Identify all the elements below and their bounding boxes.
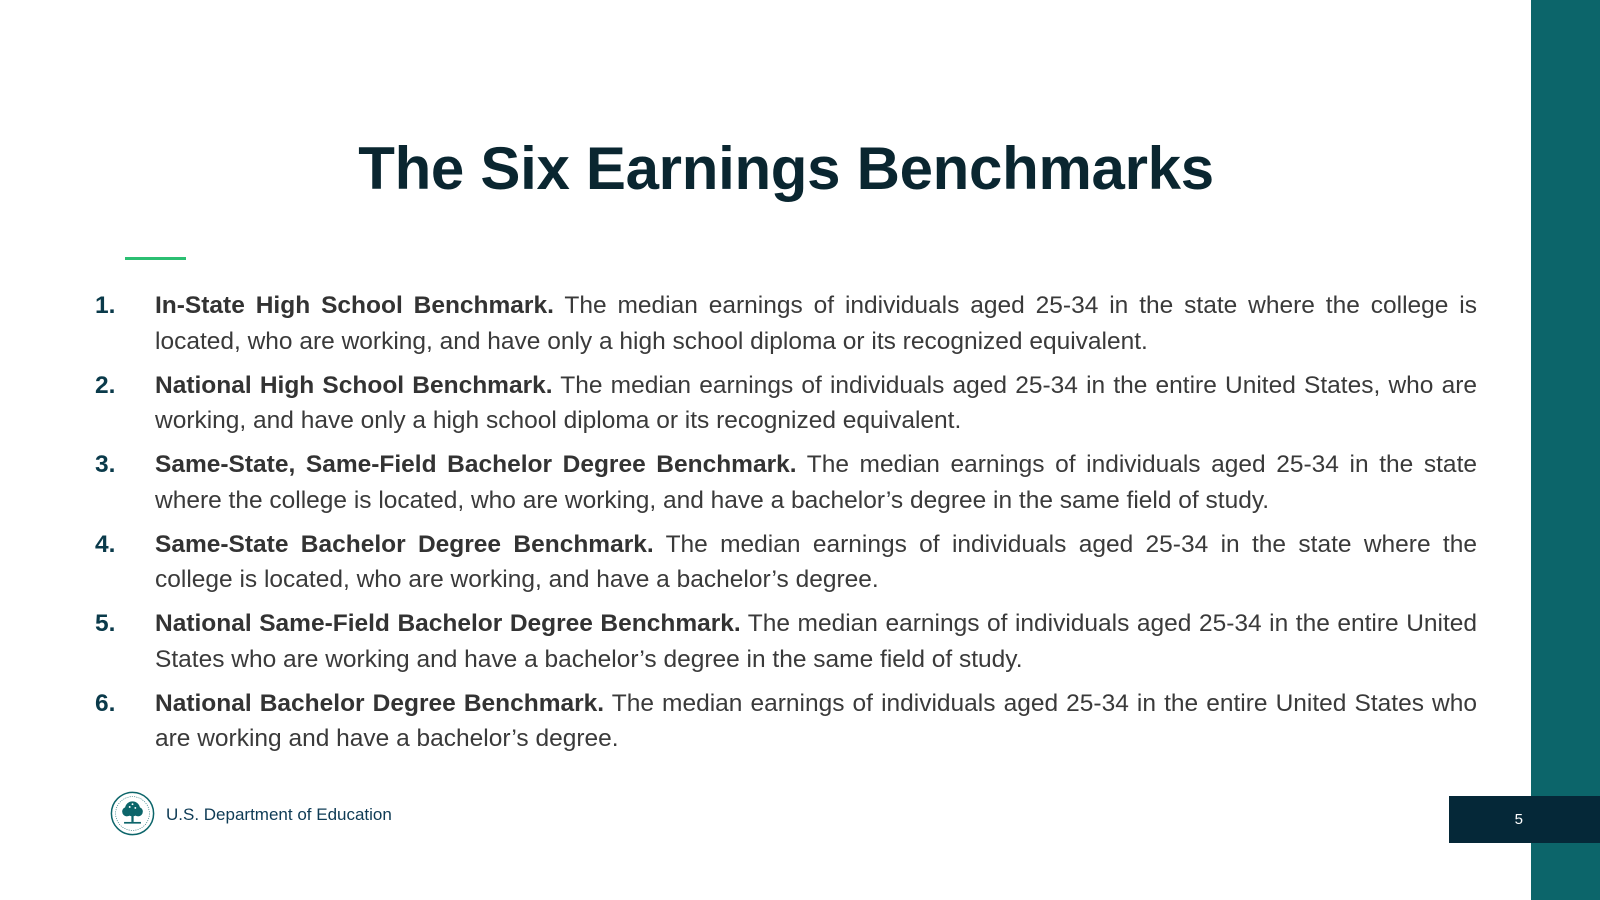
benchmark-text xyxy=(155,368,1477,439)
slide-title: The Six Earnings Benchmarks xyxy=(358,135,1214,202)
benchmark-text xyxy=(155,686,1477,757)
benchmark-text xyxy=(155,527,1477,598)
benchmark-item xyxy=(95,288,1477,359)
benchmark-title: National Bachelor Degree Benchmark. xyxy=(155,689,605,717)
benchmark-description: The median earnings of individuals aged 25-34 in the state where the college is located, who are working, and have a bachelor’s degree in the same field of study. xyxy=(155,451,1477,514)
page-number: 5 xyxy=(1514,811,1523,828)
benchmark-item xyxy=(95,368,1477,439)
benchmark-number: 5. xyxy=(95,610,116,637)
benchmark-text xyxy=(155,288,1477,359)
benchmark-description: The median earnings of individuals aged 25-34 in the entire United States, who are working, and have only a high school diploma or its recognized equivalent. xyxy=(155,371,1477,434)
benchmark-number: 6. xyxy=(95,689,116,717)
benchmark-item xyxy=(95,447,1477,518)
benchmark-number: 3. xyxy=(95,451,116,478)
benchmark-title: National Same-Field Bachelor Degree Benchmark. xyxy=(155,610,741,637)
benchmark-description: The median earnings of individuals aged 25-34 in the entire United States who are working and have a bachelor’s degree. xyxy=(155,689,1477,752)
benchmark-number: 4. xyxy=(95,530,116,558)
benchmark-item xyxy=(95,606,1477,677)
benchmark-item xyxy=(95,686,1477,757)
footer-organization: U.S. Department of Education xyxy=(166,805,392,824)
accent-line xyxy=(125,257,186,260)
benchmark-text xyxy=(155,606,1477,677)
benchmark-description: The median earnings of individuals aged 25-34 in the entire United States who are working and have a bachelor’s degree in the same field of study. xyxy=(155,610,1478,673)
benchmark-number: 1. xyxy=(95,292,116,319)
benchmark-title: In-State High School Benchmark. xyxy=(155,292,554,319)
benchmark-list xyxy=(95,288,1477,765)
benchmark-description: The median earnings of individuals aged 25-34 in the state where the college is located, who are working, and have a bachelor’s degree. xyxy=(155,530,1477,593)
benchmark-title: Same-State Bachelor Degree Benchmark. xyxy=(155,530,654,558)
page-number-box xyxy=(1449,796,1600,843)
benchmark-item xyxy=(95,527,1477,598)
benchmark-text xyxy=(155,447,1477,518)
benchmark-number: 2. xyxy=(95,371,116,399)
department-seal-icon xyxy=(110,791,155,836)
benchmark-description: The median earnings of individuals aged 25-34 in the state where the college is located, who are working, and have only a high school diploma or its recognized equivalent. xyxy=(155,292,1477,355)
benchmark-title: National High School Benchmark. xyxy=(155,371,553,399)
benchmark-title: Same-State, Same-Field Bachelor Degree Benchmark. xyxy=(155,451,797,478)
